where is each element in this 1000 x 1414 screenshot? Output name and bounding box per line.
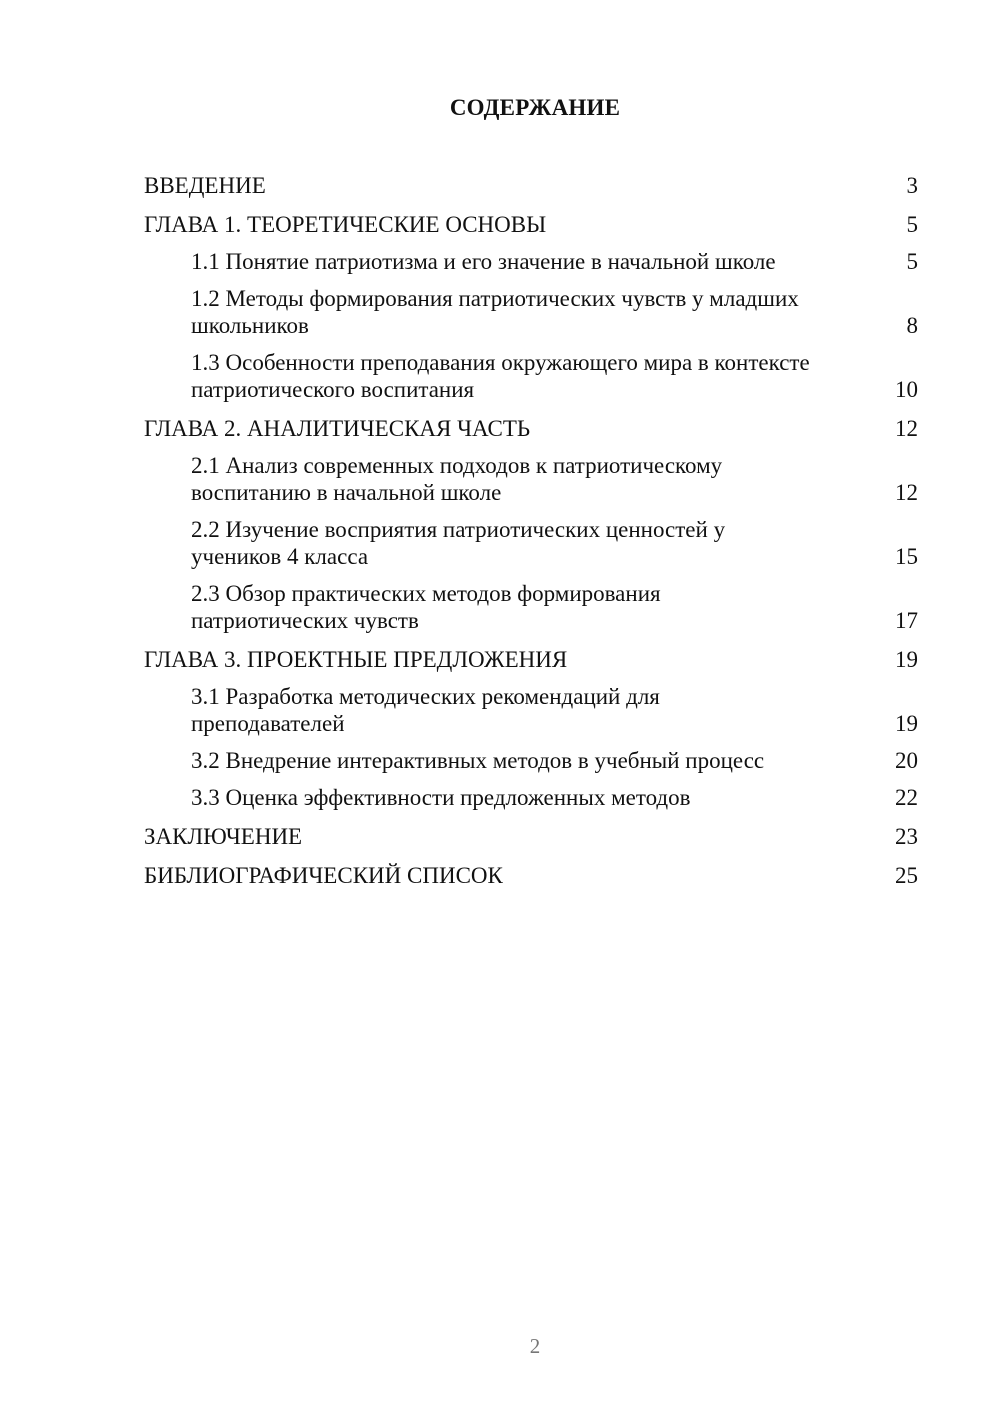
toc-entry-page: 23 xyxy=(895,824,918,849)
toc-entry-title: БИБЛИОГРАФИЧЕСКИЙ СПИСОК xyxy=(144,863,503,888)
toc-entry-bibliography[interactable] xyxy=(144,860,918,889)
toc-entry-title: ГЛАВА 2. АНАЛИТИЧЕСКАЯ ЧАСТЬ xyxy=(144,416,531,441)
toc-entry-conclusion[interactable] xyxy=(144,821,918,850)
toc-entry-title: 3.3 Оценка эффективности предложенных методов xyxy=(191,785,691,810)
toc-entry-title: ГЛАВА 3. ПРОЕКТНЫЕ ПРЕДЛОЖЕНИЯ xyxy=(144,647,568,672)
toc-entry-title: 2.3 Обзор практических методов формирования патриотических чувств xyxy=(191,581,661,633)
toc-entry-page: 5 xyxy=(906,212,918,237)
toc-entry-title: 2.1 Анализ современных подходов к патриотическому воспитанию в начальной школе xyxy=(191,453,723,505)
toc-entry-page: 8 xyxy=(906,313,918,338)
toc-entry-page: 12 xyxy=(895,416,918,441)
toc-entry-section-2-3[interactable] xyxy=(144,580,918,634)
toc-entry-section-2-2[interactable] xyxy=(144,516,918,570)
toc-entry-page: 22 xyxy=(895,785,918,810)
toc-entry-page: 5 xyxy=(906,249,918,274)
toc-entry-page: 3 xyxy=(906,173,918,198)
toc-entry-page: 19 xyxy=(895,647,918,672)
page-number: 2 xyxy=(529,1334,541,1358)
toc-entry-chapter-3[interactable] xyxy=(144,644,918,673)
toc-entry-title: 1.3 Особенности преподавания окружающего мира в контексте патриотического воспитания xyxy=(191,350,810,402)
toc-entry-title: 1.2 Методы формирования патриотических чувств у младших школьников xyxy=(191,286,799,338)
toc-entry-title: ЗАКЛЮЧЕНИЕ xyxy=(144,824,303,849)
toc-entry-chapter-1[interactable] xyxy=(144,209,918,238)
toc-heading: СОДЕРЖАНИЕ xyxy=(449,95,621,120)
toc-entry-page: 10 xyxy=(895,377,918,402)
toc-entry-introduction[interactable] xyxy=(144,170,918,199)
toc-entry-title: 3.1 Разработка методических рекомендаций для преподавателей xyxy=(191,684,660,736)
toc-entry-title: 3.2 Внедрение интерактивных методов в учебный процесс xyxy=(191,748,765,773)
toc-entry-section-1-3[interactable] xyxy=(144,349,918,403)
table-of-contents xyxy=(144,170,918,899)
toc-entry-section-1-2[interactable] xyxy=(144,285,918,339)
toc-entry-title: 1.1 Понятие патриотизма и его значение в начальной школе xyxy=(191,249,776,274)
toc-entry-section-3-2[interactable] xyxy=(144,747,918,774)
toc-entry-title: ГЛАВА 1. ТЕОРЕТИЧЕСКИЕ ОСНОВЫ xyxy=(144,212,547,237)
toc-entry-page: 19 xyxy=(895,711,918,736)
toc-entry-section-3-1[interactable] xyxy=(144,683,918,737)
toc-entry-page: 15 xyxy=(895,544,918,569)
toc-entry-section-2-1[interactable] xyxy=(144,452,918,506)
toc-entry-page: 12 xyxy=(895,480,918,505)
toc-entry-title: ВВЕДЕНИЕ xyxy=(144,173,266,198)
toc-entry-page: 25 xyxy=(895,863,918,888)
toc-entry-page: 17 xyxy=(895,608,918,633)
toc-entry-title: 2.2 Изучение восприятия патриотических ценностей у учеников 4 класса xyxy=(191,517,726,569)
toc-entry-chapter-2[interactable] xyxy=(144,413,918,442)
toc-entry-section-1-1[interactable] xyxy=(144,248,918,275)
toc-entry-section-3-3[interactable] xyxy=(144,784,918,811)
toc-entry-page: 20 xyxy=(895,748,918,773)
